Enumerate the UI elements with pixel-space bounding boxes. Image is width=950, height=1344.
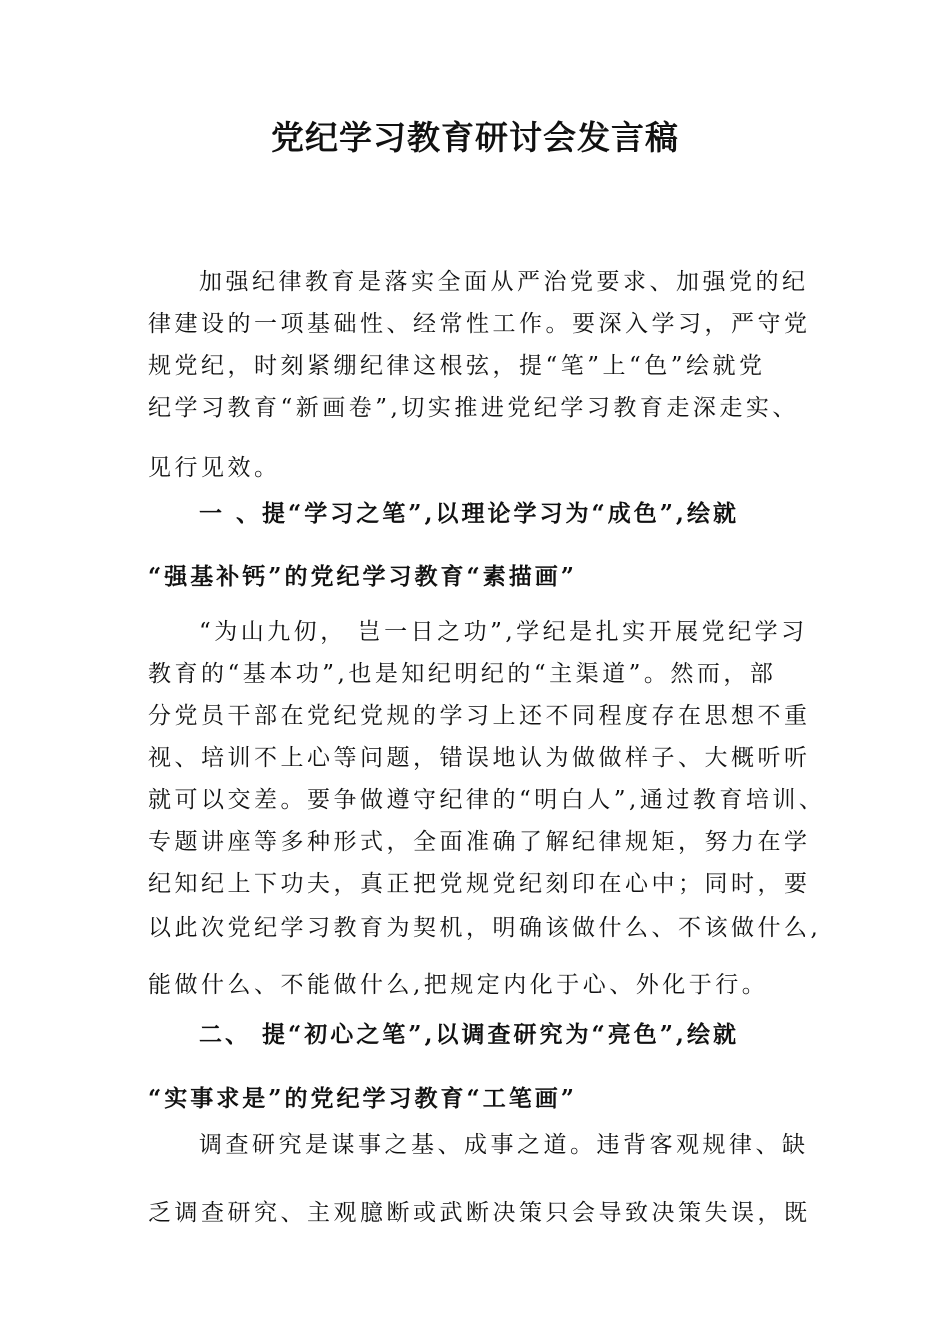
paragraph-line: 加强纪律教育是落实全面从严治党要求、加强党的纪 [199,269,809,295]
paragraph-line: 能做什么、不能做什么,把规定内化于心、外化于行。 [148,972,769,998]
paragraph-line: 教育的“基本功”,也是知纪明纪的“主渠道”。然而，部 [148,661,777,687]
section-heading: 二、 提“初心之笔”,以调查研究为“亮色”,绘就 [199,1021,739,1048]
paragraph-line: 规党纪，时刻紧绷纪律这根弦，提“笔”上“色”绘就党 [148,353,766,379]
paragraph-line: 律建设的一项基础性、经常性工作。要深入学习，严守党 [148,311,811,337]
paragraph-line: 纪学习教育“新画卷”,切实推进党纪学习教育走深走实、 [148,395,799,421]
paragraph-line: 专题讲座等多种形式，全面准确了解纪律规矩，努力在学 [148,829,811,855]
paragraph-line: 以此次党纪学习教育为契机，明确该做什么、不该做什么, [148,915,822,941]
section-heading: “强基补钙”的党纪学习教育“素描画” [148,563,577,590]
paragraph-line: 就可以交差。要争做遵守纪律的“明白人”,通过教育培训、 [148,787,826,813]
section-heading: 一 、提“学习之笔”,以理论学习为“成色”,绘就 [199,500,739,527]
paragraph-line: “为山九仞， 岂一日之功”,学纪是扎实开展党纪学习 [199,619,808,645]
paragraph-line: 乏调查研究、主观臆断或武断决策只会导致决策失误，既 [148,1200,811,1226]
paragraph-line: 纪知纪上下功夫，真正把党规党纪刻印在心中；同时，要 [148,871,811,897]
paragraph-line: 见行见效。 [148,455,281,481]
paragraph-line: 视、培训不上心等问题，错误地认为做做样子、大概听听 [148,745,811,771]
section-heading: “实事求是”的党纪学习教育“工笔画” [148,1085,577,1112]
paragraph-line: 调查研究是谋事之基、成事之道。违背客观规律、缺 [199,1132,809,1158]
paragraph-line: 分党员干部在党纪党规的学习上还不同程度存在思想不重 [148,703,811,729]
document-title: 党纪学习教育研讨会发言稿 [271,118,679,157]
